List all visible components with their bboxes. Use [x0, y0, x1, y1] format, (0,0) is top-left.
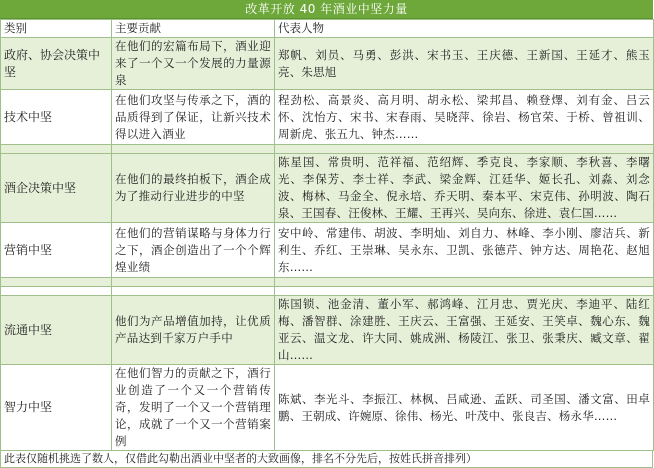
header-category: 类别	[1, 20, 112, 38]
row-divider	[1, 278, 654, 287]
row-people: 陈国锁、池金清、董小军、郝鸿峰、江月忠、贾光庆、李迪平、陆红梅、潘智群、涂建胜、王庆云、王富强、王延安、王笑卓、魏心东、魏亚云、温文龙、许大同、姚成洲、杨陵江、张卫、张秉庆、臧文章、翟山……	[275, 296, 654, 365]
table-row	[1, 38, 654, 90]
row-category: 智力中坚	[1, 365, 112, 451]
table-header-row	[1, 20, 654, 38]
contributors-table	[0, 19, 654, 451]
row-contribution: 在他们攻坚与传承之下，酒的品质得到了保证，让新兴技术得以进入酒业	[112, 90, 275, 145]
table-title: 改革开放 40 年酒业中坚力量	[0, 0, 653, 19]
table-row	[1, 90, 654, 145]
row-divider	[1, 145, 654, 154]
row-contribution: 在他们的宏篇布局下，酒业迎来了一个又一个发展的力量源泉	[112, 38, 275, 90]
row-divider	[1, 287, 654, 296]
table-row	[1, 296, 654, 365]
header-contribution: 主要贡献	[112, 20, 275, 38]
row-category: 流通中坚	[1, 296, 112, 365]
table-row	[1, 154, 654, 223]
row-category: 技术中坚	[1, 90, 112, 145]
row-contribution: 在他们的最终拍板下，酒企成为了推动行业进步的中坚	[112, 154, 275, 223]
row-contribution: 他们为产品增值加持，让优质产品达到千家万户手中	[112, 296, 275, 365]
row-people: 安中岭、常建伟、胡波、李明灿、刘自力、林峰、李小刚、廖洁兵、新利生、乔红、王崇琳、吴永东、卫凯、张德芹、钟方达、周艳花、赵旭东……	[275, 223, 654, 278]
row-people: 程劲松、高景炎、高月明、胡永松、梁邦昌、赖登燡、刘有金、吕云怀、沈怡方、宋书、宋春雨、吴晓萍、徐岩、杨官荣、于桥、曾祖训、周新虎、张五九、钟杰……	[275, 90, 654, 145]
row-people: 陈星国、常贵明、范祥福、范绍辉、季克良、李家顺、李秋喜、李曙光、李保芳、李士祥、李武、梁金辉、江廷华、姬长孔、刘淼、刘念波、梅林、马金全、倪永培、乔天明、秦本平、宋克伟、孙明波、陶石泉、王国春、汪俊林、王耀、王再兴、吴向东、徐进、袁仁国……	[275, 154, 654, 223]
row-people: 郑帆、刘员、马勇、彭洪、宋书玉、王庆德、王新国、王延才、熊玉亮、朱思旭	[275, 38, 654, 90]
table-row	[1, 223, 654, 278]
table-row	[1, 365, 654, 451]
row-category: 酒企决策中坚	[1, 154, 112, 223]
table-footnote: 此表仅随机挑选了数人，仅借此勾勒出酒业中坚者的大致画像，排名不分先后，按姓氏拼音排列）	[0, 451, 653, 468]
row-category: 政府、协会决策中坚	[1, 38, 112, 90]
row-people: 陈斌、李光斗、李振江、林枫、吕咸逊、孟跃、司圣国、潘文富、田卓鹏、王朝成、许婉原、徐伟、杨光、叶茂中、张良吉、杨永华……	[275, 365, 654, 451]
row-contribution: 在他们智力的贡献之下，酒行业创造了一个又一个营销传奇，发明了一个又一个营销理论，成就了一个又一个营销案例	[112, 365, 275, 451]
row-category: 营销中坚	[1, 223, 112, 278]
row-contribution: 在他们的营销谋略与身体力行之下，酒企创造出了一个个辉煌业绩	[112, 223, 275, 278]
header-people: 代表人物	[275, 20, 654, 38]
